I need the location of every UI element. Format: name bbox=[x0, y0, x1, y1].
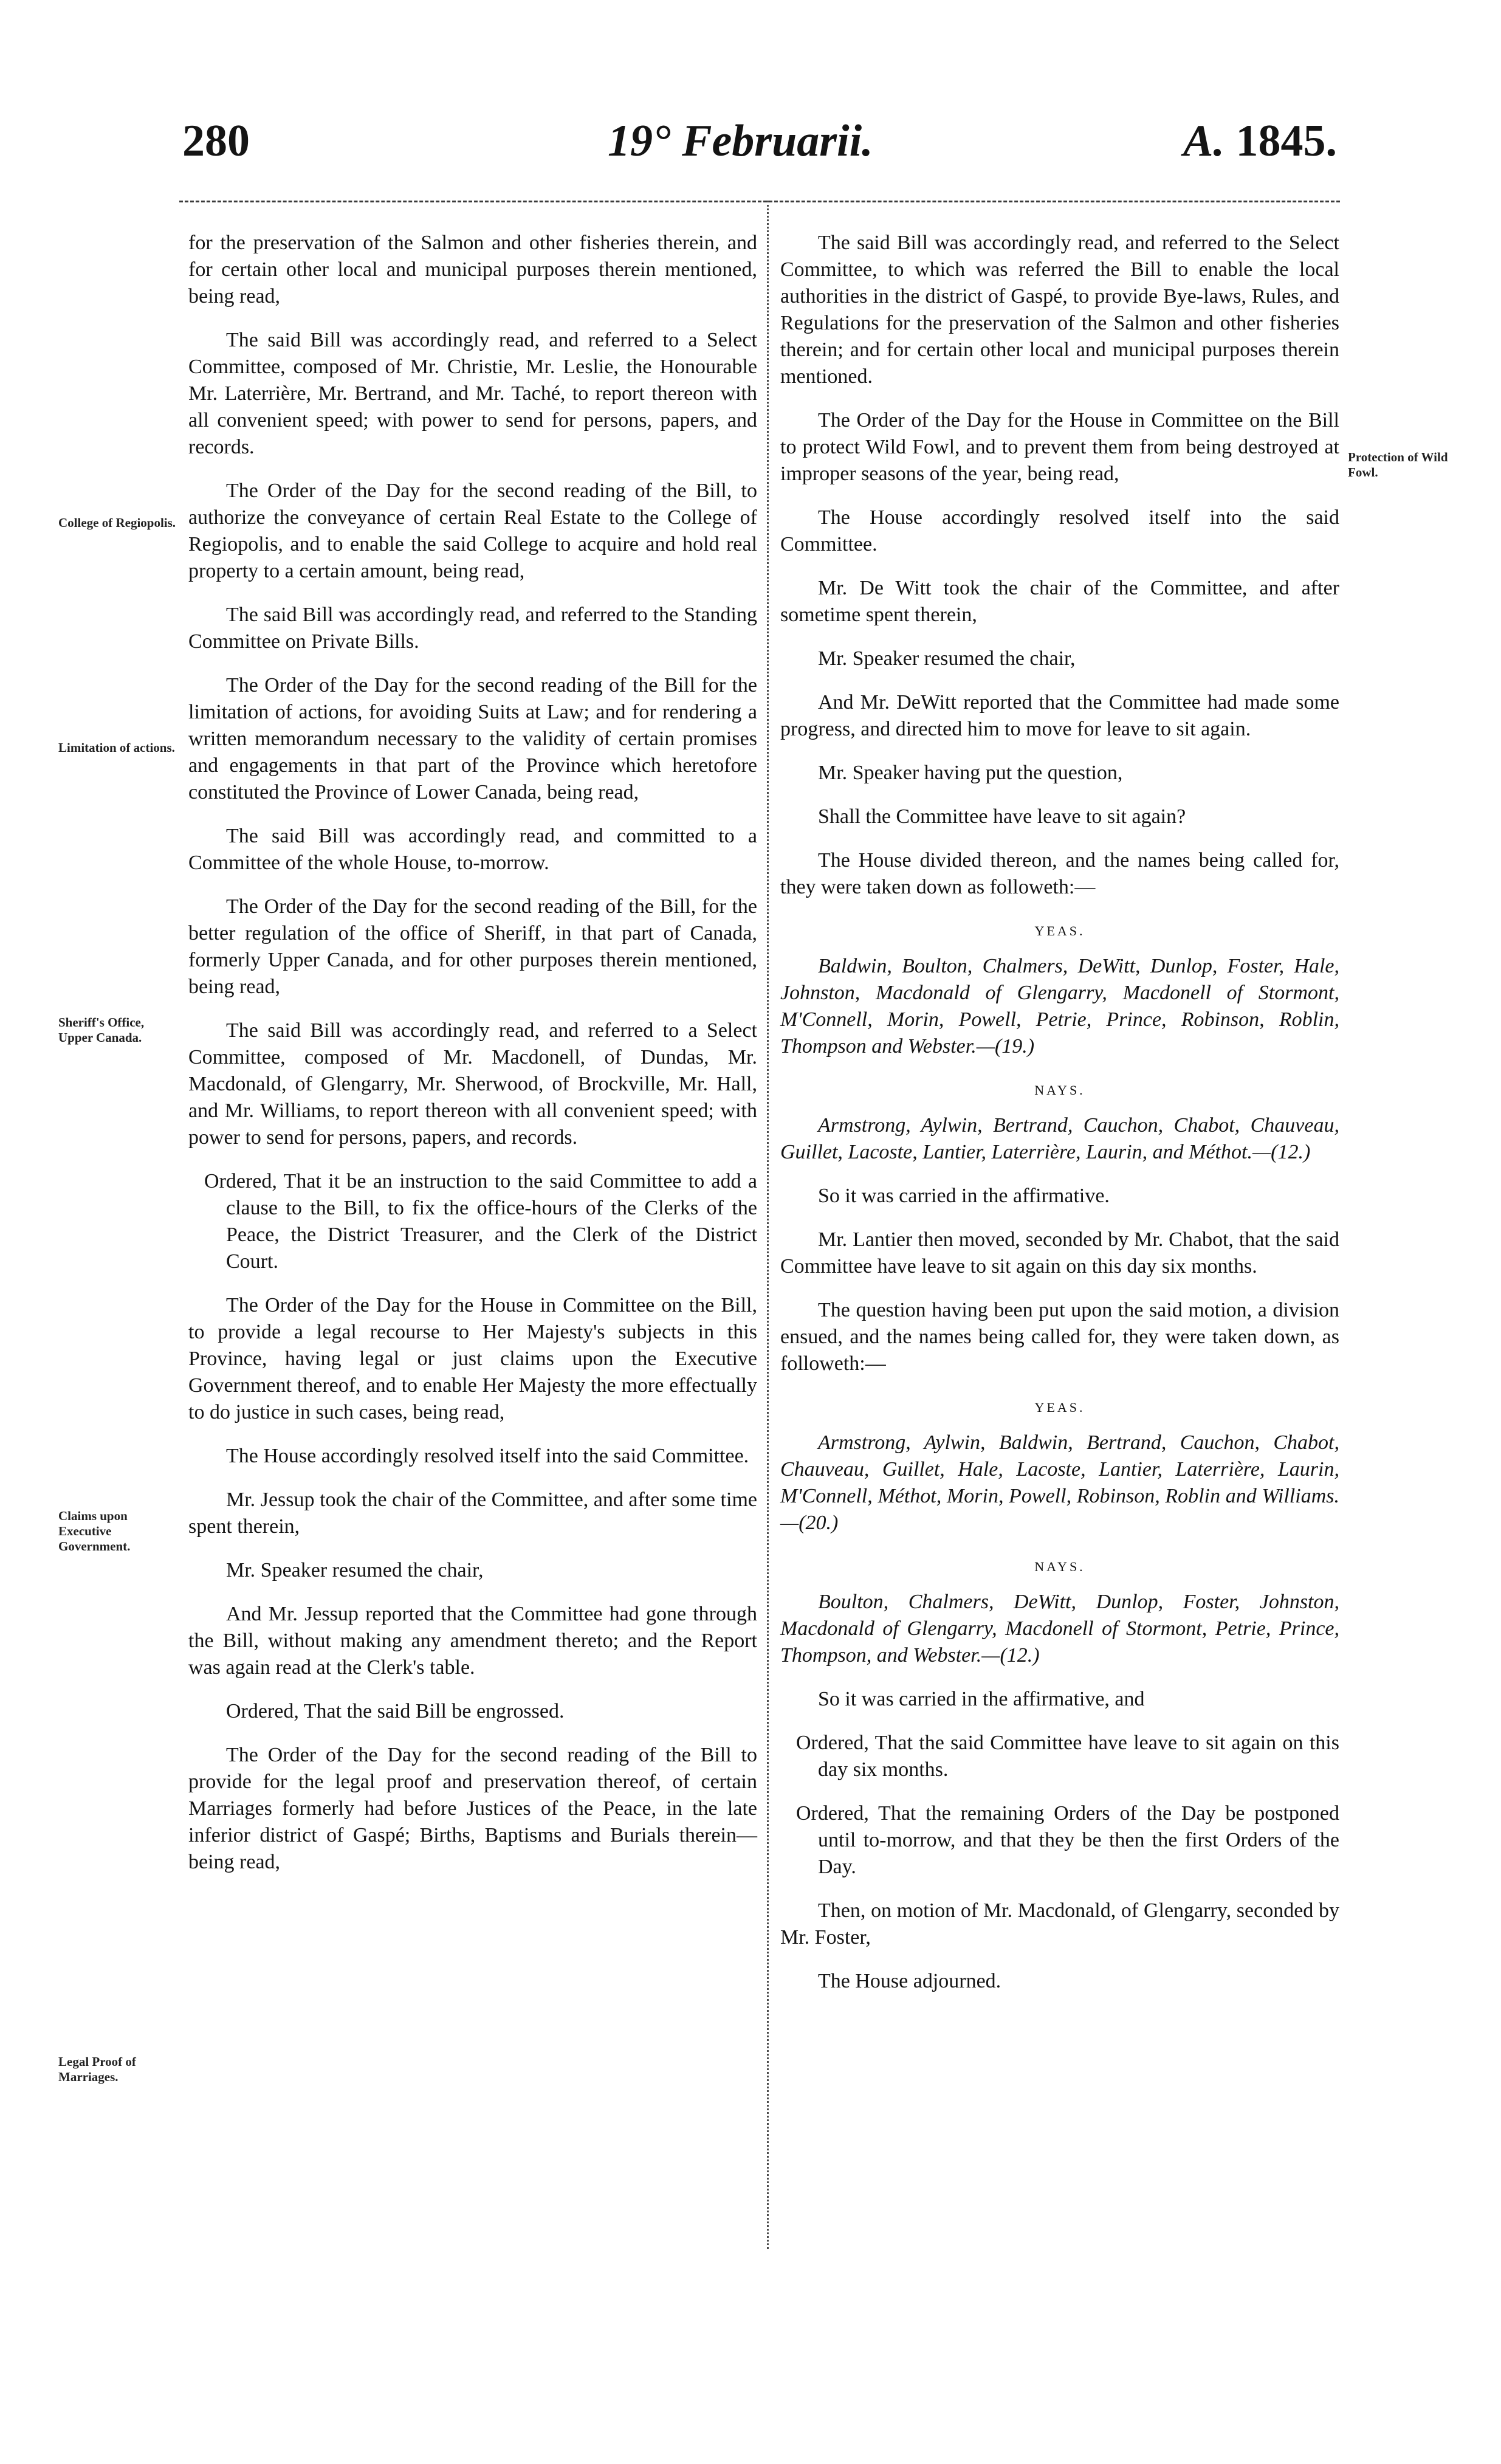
paragraph: So it was carried in the affirmative. bbox=[818, 1185, 1110, 1207]
nays-heading: NAYS. bbox=[1034, 1082, 1085, 1098]
paragraph: The said Bill was accordingly read, and referred to the Standing Committee on Private Bills. bbox=[188, 604, 757, 653]
nays-names: Boulton, Chalmers, DeWitt, Dunlop, Foster, Johnston, Macdonald of Glengarry, Macdonell of Stormont, Petrie, Prince, Thompson, and Webster.—(12.) bbox=[780, 1591, 1339, 1667]
paragraph: The Order of the Day for the second reading of the Bill to provide for the legal proof and preservation thereof, of certain Marriages formerly had before Justices of the Peace, in the late inferior district of Gaspé; Births, Baptisms and Burials therein—being read, bbox=[188, 1744, 757, 1873]
paragraph: The Order of the Day for the second reading of the Bill, to authorize the conveyance of certain Real Estate to the College of Regiopolis, and to enable the said College to acquire and hold real property to a certain amount, being read, bbox=[188, 480, 757, 582]
paragraph: The said Bill was accordingly read, and referred to a Select Committee, composed of Mr. Macdonell, of Dundas, Mr. Macdonald, of Glengarry, Mr. Sherwood, of Brockville, Mr. Hall, and Mr. Williams, to report thereon with all convenient speed; with power to send for persons, papers, and records. bbox=[188, 1019, 757, 1149]
margin-note-claims: Claims upon Executive Government. bbox=[58, 1509, 131, 1554]
paragraph: Shall the Committee have leave to sit again? bbox=[818, 805, 1186, 828]
ordered-paragraph: Ordered, That the remaining Orders of the Day be postponed until to-morrow, and that they be then the first Orders of the Day. bbox=[796, 1802, 1339, 1878]
paragraph: The said Bill was accordingly read, and referred to the Select Committee, to which was referred the Bill to enable the local authorities in the district of Gaspé, to provide Bye-laws, Rules, and Regulations for the preservation of the Salmon and other fisheries therein; and for certain other local and municipal purposes therein mentioned. bbox=[780, 232, 1339, 388]
page-number: 280 bbox=[182, 116, 250, 166]
paragraph: Mr. Speaker having put the question, bbox=[818, 762, 1123, 784]
yeas-names: Armstrong, Aylwin, Baldwin, Bertrand, Cauchon, Chabot, Chauveau, Guillet, Hale, Lacoste, Lantier, Laterrière, Laurin, M'Connell, Méthot, Morin, Powell, Robinson, Roblin and Williams.—(20.) bbox=[780, 1431, 1339, 1534]
ordered-paragraph: Ordered, That the said Committee have leave to sit again on this day six months. bbox=[796, 1732, 1339, 1781]
margin-note-legal-proof: Legal Proof of Marriages. bbox=[58, 2054, 136, 2084]
ordered-paragraph: Ordered, That it be an instruction to the said Committee to add a clause to the Bill, to fix the office-hours of the Clerks of the Peace, the District Treasurer, and the Clerk of the District Court. bbox=[204, 1170, 757, 1273]
year-value: 1845. bbox=[1235, 116, 1337, 166]
paragraph: Mr. Speaker resumed the chair, bbox=[818, 647, 1076, 670]
margin-note-limitation: Limitation of actions. bbox=[58, 740, 175, 755]
paragraph: The said Bill was accordingly read, and committed to a Committee of the whole House, to-morrow. bbox=[188, 825, 757, 874]
yeas-heading: YEAS. bbox=[1034, 1400, 1085, 1415]
nays-heading: NAYS. bbox=[1034, 1559, 1085, 1574]
paragraph: The House adjourned. bbox=[818, 1970, 1001, 1992]
paragraph: The House accordingly resolved itself into the said Committee. bbox=[226, 1445, 749, 1467]
column-separator bbox=[767, 201, 769, 2249]
year-prefix: A. bbox=[1183, 116, 1224, 166]
yeas-names: Baldwin, Boulton, Chalmers, DeWitt, Dunlop, Foster, Hale, Johnston, Macdonald of Glengarry, Macdonell of Stormont, M'Connell, Morin, Powell, Petrie, Prince, Robinson, Roblin, Thompson and Webster.—(19.) bbox=[780, 955, 1339, 1058]
paragraph: And Mr. DeWitt reported that the Committee had made some progress, and directed him to move for leave to sit again. bbox=[780, 691, 1339, 740]
paragraph: And Mr. Jessup reported that the Committee had gone through the Bill, without making any amendment thereto; and the Report was again read at the Clerk's table. bbox=[188, 1603, 757, 1679]
yeas-heading: YEAS. bbox=[1034, 923, 1085, 938]
paragraph: for the preservation of the Salmon and other fisheries therein, and for certain other local and municipal purposes therein mentioned, being read, bbox=[188, 232, 757, 308]
paragraph: Mr. Speaker resumed the chair, bbox=[226, 1559, 484, 1581]
paragraph: The said Bill was accordingly read, and referred to a Select Committee, composed of Mr. Christie, Mr. Leslie, the Honourable Mr. Laterrière, Mr. Bertrand, and Mr. Taché, to report thereon with all convenient speed; with power to send for persons, papers, and records. bbox=[188, 329, 757, 458]
left-column bbox=[188, 230, 757, 1893]
paragraph: The question having been put upon the said motion, a division ensued, and the names being called for, they were taken down, as followeth:— bbox=[780, 1299, 1339, 1375]
paragraph: So it was carried in the affirmative, and bbox=[818, 1688, 1145, 1710]
paragraph: Mr. Jessup took the chair of the Committee, and after some time spent therein, bbox=[188, 1488, 757, 1538]
right-column bbox=[780, 230, 1339, 2012]
margin-note-sheriff: Sheriff's Office, Upper Canada. bbox=[58, 1015, 145, 1045]
margin-note-college: College of Regiopolis. bbox=[58, 515, 176, 530]
paragraph: The House accordingly resolved itself into the said Committee. bbox=[780, 506, 1339, 556]
journal-date: 19° Februarii. bbox=[608, 116, 873, 166]
nays-names: Armstrong, Aylwin, Bertrand, Cauchon, Chabot, Chauveau, Guillet, Lacoste, Lantier, Laterrière, Laurin, and Méthot.—(12.) bbox=[780, 1114, 1339, 1163]
paragraph: The Order of the Day for the House in Committee on the Bill, to provide a legal recourse to Her Majesty's subjects in this Province, having legal or just claims upon the Executive Government thereof, and to enable Her Majesty the more effectually to do justice in such cases, being read, bbox=[188, 1294, 757, 1423]
paragraph: The Order of the Day for the second reading of the Bill, for the better regulation of the office of Sheriff, in that part of Canada, formerly Upper Canada, and for other purposes therein mentioned, being read, bbox=[188, 895, 757, 998]
paragraph: The Order of the Day for the second reading of the Bill for the limitation of actions, for avoiding Suits at Law; and for rendering a written memorandum necessary to the validity of certain promises and engagements in that part of the Province which heretofore constituted the Province of Lower Canada, being read, bbox=[188, 674, 757, 804]
paragraph: Then, on motion of Mr. Macdonald, of Glengarry, seconded by Mr. Foster, bbox=[780, 1899, 1339, 1949]
header-rule bbox=[179, 201, 1340, 202]
journal-year bbox=[1183, 115, 1337, 167]
page-header bbox=[0, 115, 1501, 188]
margin-note-wild-fowl: Protection of Wild Fowl. bbox=[1348, 450, 1448, 480]
paragraph: The Order of the Day for the House in Committee on the Bill to protect Wild Fowl, and to prevent them from being destroyed at improper seasons of the year, being read, bbox=[780, 409, 1339, 485]
paragraph: Mr. De Witt took the chair of the Committee, and after sometime spent therein, bbox=[780, 577, 1339, 626]
paragraph: The House divided thereon, and the names being called for, they were taken down as followeth:— bbox=[780, 849, 1339, 898]
paragraph: Mr. Lantier then moved, seconded by Mr. Chabot, that the said Committee have leave to sit again on this day six months. bbox=[780, 1228, 1339, 1278]
paragraph: Ordered, That the said Bill be engrossed. bbox=[226, 1700, 565, 1722]
